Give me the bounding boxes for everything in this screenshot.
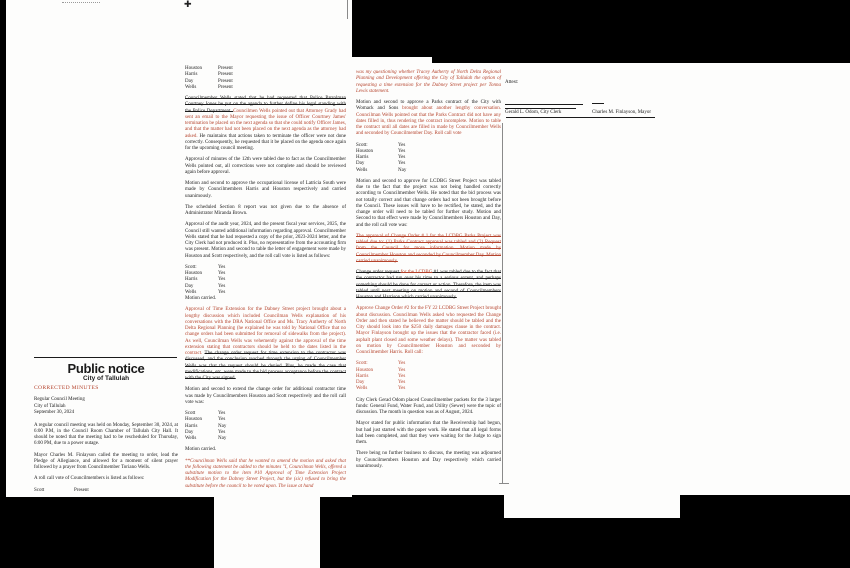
roll-call-name: Harris (185, 277, 198, 283)
paragraph (185, 96, 346, 152)
masthead-subtitle: City of Tallulah (82, 375, 130, 382)
roll-call-row (185, 85, 346, 91)
roll-call-name: Day (185, 78, 194, 84)
roll-call-row (356, 386, 501, 392)
roll-call-vote: Yes (398, 380, 406, 385)
roll-call-vote: Yes (398, 361, 406, 367)
page-1-fold-line (347, 0, 348, 19)
text-run: brought about another lengthy conversation. Councilman Wells pointed out that the Parks Contract did not have any dates filled in, thus rendering the contract incomplete. Motion to table the contract until all dates are filled in made by Councilmember Wells and seconded by Councilmember Day. Roll call vote (356, 106, 502, 137)
roll-call-vote: Nay (218, 423, 227, 429)
paragraph (356, 306, 501, 356)
roll-call-vote: Nay (218, 436, 227, 441)
text-run: Approve Change Order #2 for the FY 22 LCDBG Street Project brought about discussion. Councilman Wells asked who requested the Change Order and then stated he believed the matter should be tabled and the City should look into the $250 daily damages clause in the contract. Mayor Finlayson brought up the issues that the contractor faced (i.e. asphalt plant closed and some weather delays). The matter was tabled on motion by Councilmember Houston and seconded by Councilmember Harris. Roll call: (356, 306, 501, 355)
text-run: A regular council meeting was held on Monday, September 30, 2024, at 6:00 P.M, in the Council Room Chamber of Tallulah City Hall. It should be noted that the meeting had to be rescheduled for Thursday, 6:00 PM, due to a power outage. (34, 422, 178, 447)
page-1-bottom-stub (214, 497, 320, 568)
page2-left-column (356, 70, 501, 470)
paragraph (356, 270, 501, 301)
text-run: Motion carried. (185, 447, 217, 453)
text-run: Mayor stated for public information that the Receivership had begun, but had just started with the paper work. He stated that all legal forms had been completed, and that they were waiting for the Judge to sign them. (356, 421, 501, 445)
roll-call-name: Houston (185, 66, 202, 71)
roll-call-vote: Yes (218, 289, 226, 295)
roll-call-table (185, 411, 346, 442)
text-run: Mayor Charles M. Finlayson called the meeting to order, lead the Pledge of Allegiance, and allowed for a moment of silent prayer followed by a prayer from Councilmember Toriano Wells. (34, 452, 178, 471)
roll-call-name: Wells (185, 436, 197, 441)
text-run: He maintains that actions taken to terminate the officer were not done correctly. Consequently, he requested that it be placed on the agenda once again for the upcoming council meeting. (185, 133, 346, 151)
clerk-signature-underline (505, 108, 576, 109)
roll-call-vote: Nay (398, 167, 407, 173)
page1-right-column (185, 66, 346, 489)
roll-call-name: Scott: (356, 142, 368, 148)
text-run: City Clerk Gerad Odom placed Councilmember packets for the 3 larger funds: General Fund, Water Fund, and Utility (Sewer) were the topic of discussion. The month in question was as of August, 2024. (356, 397, 501, 415)
roll-call-vote: Yes (218, 283, 226, 289)
attest-label: Attest: (505, 80, 519, 85)
paragraph (185, 447, 346, 453)
text-run: A roll call vote of Councilmembers is listed as follows: (34, 476, 145, 482)
corrected-minutes-label: CORRECTED MINUTES (34, 385, 99, 392)
roll-call-name: Day (185, 283, 194, 289)
roll-call-name: Harris (356, 155, 369, 160)
roll-call-vote: Yes (398, 161, 406, 167)
text-run: Motion and second to approve a Parks contract of the City with Womack and Sons (356, 100, 501, 112)
text-run: The scheduled Section 8 report was not given due to the absence of Administrator Miranda Brown. (185, 204, 346, 216)
signature-bottom-rule (506, 117, 655, 118)
roll-call-name: Wells (185, 289, 197, 295)
clerk-signature: Gerald L. Odom, City Clerk (505, 110, 562, 115)
roll-call-vote: Present (218, 78, 233, 84)
paragraph (185, 181, 346, 200)
roll-call-table (34, 488, 178, 494)
roll-call-name: Wells (356, 386, 368, 392)
paragraph (185, 157, 346, 176)
paragraph (356, 398, 501, 417)
roll-call-name: Wells (356, 167, 368, 173)
column-divider-foot (499, 483, 509, 484)
roll-call-table (185, 66, 346, 91)
roll-call-name: Harris (185, 423, 198, 429)
text-run: #1 was tabled due to the fact that the contractor had run over his time to a serious extent, and perhaps something should be done for correct or action. Therefore, the item was tabled until next meeting on motion and second of Councilmembers Houston and Harrison which carried unanimously. (356, 270, 502, 300)
text-run: was my questioning whether Tracey Autherty of North Delta Regional Planning and Development offering the City of Tallulah the option of requesting a time extension for the Dabney Street project per Tonna Lewis statement. (356, 70, 501, 94)
roll-call-row (185, 436, 346, 442)
text-run: There being no further business to discuss, the meeting was adjourned by Councilmembers Houston and Day respectively which carried unanimously. (356, 451, 501, 469)
roll-call-name: Scott (185, 411, 196, 416)
mayor-signature: Charles M. Finlayson, Mayor (592, 110, 652, 115)
text-run: The approval of Change Order # 1 for the LCDBG Parks Project was tabled due to: (1) Parks Contract approval was tabled and (2) Request from the Council for more information. Motion made by Councilmember Houston and seconded by Councilmember Day. Motion carried unanimously. (356, 233, 501, 264)
page-2-bottom-stub (504, 495, 680, 518)
text-run: Motion and second to extend the change order for additional contractor time was made by Councilmembers Houston and Scott respectively and the roll call vote was: (185, 387, 346, 405)
paragraph (356, 179, 501, 229)
roll-call-name: Houston (356, 367, 373, 373)
paragraph (185, 205, 346, 218)
paragraph (185, 222, 346, 260)
roll-call-table (356, 143, 501, 174)
paragraph (356, 70, 501, 95)
roll-call-name: Harris (185, 72, 198, 78)
roll-call-row (356, 168, 501, 174)
roll-call-name: Day (185, 429, 194, 435)
roll-call-vote: Yes (398, 155, 406, 160)
text-run: Councilmen Wells pointed out that Attorney Grady had sent an email to the Mayor requesting the issue of Officer Courtney James' termination be placed on the next agenda so that she could notify Officer James, and that the matter had not been placed on the next agenda as the attorney had asked. (185, 108, 346, 139)
roll-call-table (356, 361, 501, 392)
text-run: Approval of Time Extension for the Dabney Street project brought about a lengthy discussion which included Councilman Wells explanation of his conversations with the DRA National Office and Ms. Tracy Autherty of North Delta Regional Planning (he explained he was told by National Office that no change orders had been submitted for removal of sidewalks from the project). As well, Councilman Wells was vehemently against the approval of the time extension stating that contractors should be held to the dates listed in the contract. (185, 307, 346, 356)
paragraph (356, 451, 501, 470)
roll-call-name: Harris (356, 373, 369, 379)
roll-call-vote: Yes (218, 417, 226, 423)
roll-call-vote: Present (218, 72, 233, 78)
roll-call-name: Day (356, 380, 365, 385)
roll-call-vote: Present (218, 66, 233, 71)
microprint-mark (62, 2, 100, 3)
text-run: for the LCDBG (400, 270, 433, 275)
paragraph (34, 423, 178, 448)
paragraph (34, 476, 178, 482)
roll-call-row (34, 488, 178, 494)
clerk-signature-line (505, 104, 583, 105)
roll-call-vote: Yes (218, 411, 226, 416)
text-run: Change order request (356, 270, 401, 275)
masthead-title: Public notice (67, 361, 145, 376)
text-run: The change order request for time extension to the contractor was discussed, and the conclusion reached through the urging of Councilmember Wells was that the request should be denied. Plus, he made the case that modifications, etc. were made to the bid process acceptance before the contract with the City was signed. (185, 351, 346, 381)
page1-left-column (34, 423, 178, 494)
roll-call-vote: Present (218, 84, 233, 90)
mayor-signature-tick (592, 103, 604, 104)
roll-call-vote: Yes (218, 277, 226, 283)
roll-call-vote: Yes (398, 386, 406, 392)
text-run: Motion and second to approve the occupational license of Latricia South were made by Councilmembers Harris and Houston respectively and carried unanimously. (185, 181, 346, 199)
paragraph (34, 453, 178, 472)
roll-call-vote: Present (74, 487, 89, 493)
roll-call-vote: Yes (218, 264, 226, 270)
roll-call-name: Motion carried. (185, 296, 217, 301)
text-run: **Councilman Wells said that he wanted to amend the motion and asked that the following statement be added to the minutes "I, Councilman Wells, offered a substitute motion to the item #10 Approval of Time Extension Project Modification for the Dabney Street Project, but the (sic) refused to bring the substitute before the council to be voted upon. The issue at hand (185, 458, 346, 489)
roll-call-name: Wells (185, 84, 197, 90)
roll-call-name: Houston (356, 148, 373, 154)
meeting-type-line: Regular Council Meeting (34, 397, 85, 403)
registration-cross-icon: ✚ (184, 0, 192, 10)
paragraph (356, 100, 501, 138)
paragraph (185, 459, 346, 490)
roll-call-vote: Yes (398, 367, 406, 373)
roll-call-name: Scott (34, 487, 45, 493)
roll-call-name: Day (356, 161, 365, 167)
left-edge-strip (0, 13, 5, 341)
roll-call-vote: Yes (218, 271, 226, 276)
paragraph (356, 234, 501, 265)
meeting-date-line: September 30, 2024 (34, 410, 75, 416)
column-divider-line (502, 123, 503, 483)
meeting-city-line: City of Tallulah (34, 403, 66, 409)
paragraph (356, 421, 501, 446)
roll-call-vote: Yes (398, 148, 406, 154)
roll-call-name: Houston (185, 417, 202, 423)
paragraph (185, 387, 346, 406)
text-run: Approval of the audit year, 2024, and the present fiscal year services, 2025, the Council still wanted additional information regarding approval. Councilmember Wells stated that he had requested a copy of the prior, 2023-2024 letter, and the City Clerk had not produced it. Plus, no representative from the accounting firm was present. Motion and second to table the letter of engagement were made by Houston and Scott respectively, and the roll call vote is listed as follows: (185, 222, 346, 259)
roll-call-row (185, 296, 346, 302)
roll-call-name: Scott: (185, 264, 197, 270)
roll-call-vote: Yes (398, 142, 406, 148)
roll-call-vote: Yes (218, 429, 226, 435)
text-run: Approval of minutes of the 12th were tabled due to fact as the Councilmember Wells pointed out, all corrections were not complete and should be reviewed again before approval. (185, 157, 346, 175)
paragraph (185, 307, 346, 382)
roll-call-vote: Yes (398, 373, 406, 379)
text-run: Motion and second to approve for LCDBG Street Project was tabled due to the fact that the project was not being handled correctly according to Councilmember Wells. He noted that the bid process was not totally correct and that change orders had not been brought before the Council. These issues will have to be rectified, he stated, and the change order will need to be tabled for further study. Motion and Second to that effect were made by Councilmembers Houston and Day, and the roll call vote was: (356, 178, 501, 228)
roll-call-table (185, 265, 346, 303)
roll-call-name: Scott: (356, 361, 368, 367)
text-run: Councilmember Wells stated that he had requested that Police Patrolman Courtney Jones be put on the agenda to further define his legal standing with the Police Department. (185, 96, 346, 114)
roll-call-name: Houston (185, 271, 202, 276)
